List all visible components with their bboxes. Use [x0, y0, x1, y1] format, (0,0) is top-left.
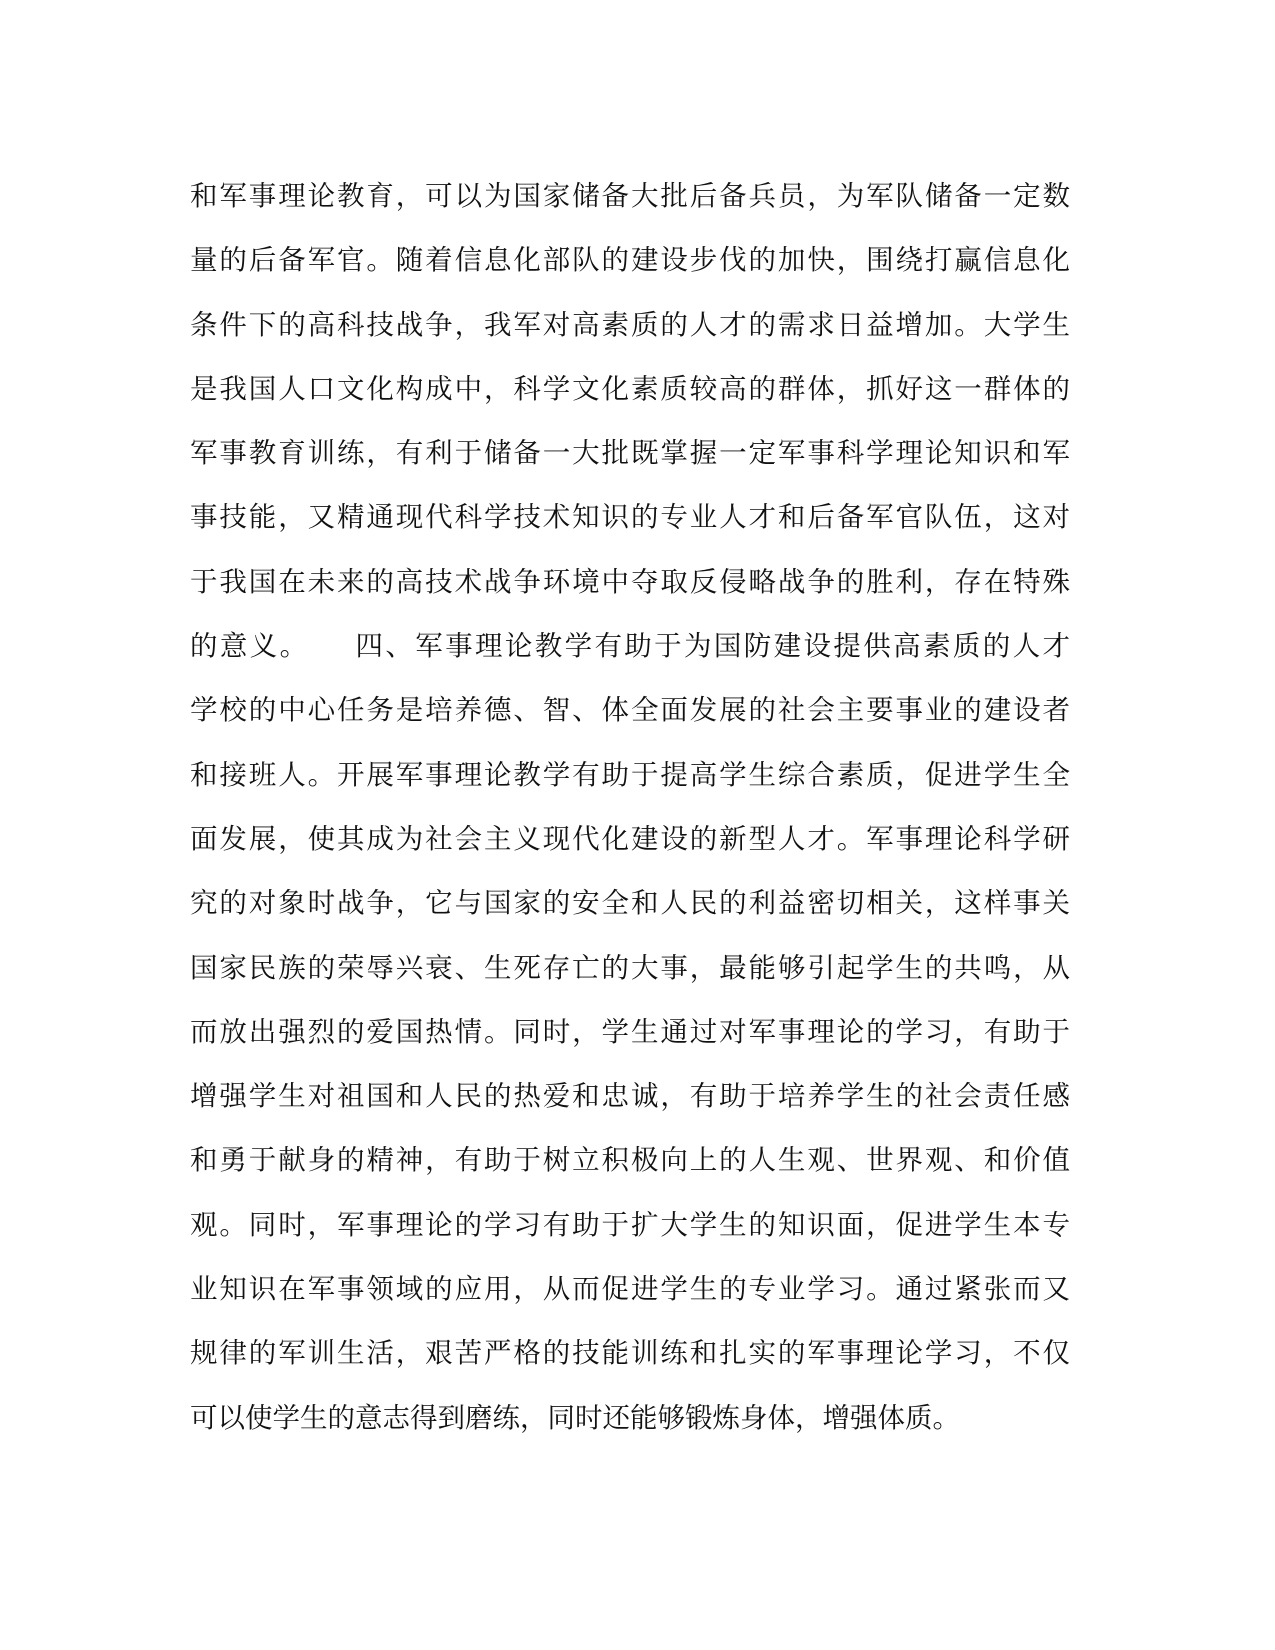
text-line: 学校的中心任务是培养德、智、体全面发展的社会主要事业的建设者	[190, 694, 1070, 727]
text-line: 业知识在军事领域的应用，从而促进学生的专业学习。通过紧张而又	[190, 1273, 1070, 1306]
text-line: 面发展，使其成为社会主义现代化建设的新型人才。军事理论科学研	[190, 822, 1070, 855]
text-line: 量的后备军官。随着信息化部队的建设步伐的加快，围绕打赢信息化	[190, 244, 1070, 277]
text-line: 是我国人口文化构成中，科学文化素质较高的群体，抓好这一群体的	[190, 372, 1070, 405]
text-line: 和军事理论教育，可以为国家储备大批后备兵员，为军队储备一定数	[190, 180, 1070, 212]
text-line: 而放出强烈的爱国热情。同时，学生通过对军事理论的学习，有助于	[190, 1015, 1070, 1048]
text-line: 军事教育训练，有利于储备一大批既掌握一定军事科学理论知识和军	[190, 437, 1070, 470]
text-line: 观。同时，军事理论的学习有助于扩大学生的知识面，促进学生本专	[190, 1208, 1070, 1241]
text-line: 和勇于献身的精神，有助于树立积极向上的人生观、世界观、和价值	[190, 1144, 1070, 1177]
text-line: 的意义。 四、军事理论教学有助于为国防建设提供高素质的人才	[190, 630, 1070, 663]
text-line: 国家民族的荣辱兴衰、生死存亡的大事，最能够引起学生的共鸣，从	[190, 951, 1070, 984]
text-line: 规律的军训生活，艰苦严格的技能训练和扎实的军事理论学习，不仅	[190, 1337, 1070, 1370]
text-line: 事技能，又精通现代科学技术知识的专业人才和后备军官队伍，这对	[190, 501, 1070, 534]
text-line: 究的对象时战争，它与国家的安全和人民的利益密切相关，这样事关	[190, 887, 1070, 920]
body-text	[190, 164, 1070, 1450]
text-line: 于我国在未来的高技术战争环境中夺取反侵略战争的胜利，存在特殊	[190, 565, 1070, 598]
text-line: 和接班人。开展军事理论教学有助于提高学生综合素质，促进学生全	[190, 758, 1070, 791]
text-line: 可以使学生的意志得到磨练，同时还能够锻炼身体，增强体质。	[190, 1401, 960, 1434]
text-line: 条件下的高科技战争，我军对高素质的人才的需求日益增加。大学生	[190, 308, 1070, 341]
text-line: 增强学生对祖国和人民的热爱和忠诚，有助于培养学生的社会责任感	[190, 1080, 1070, 1113]
